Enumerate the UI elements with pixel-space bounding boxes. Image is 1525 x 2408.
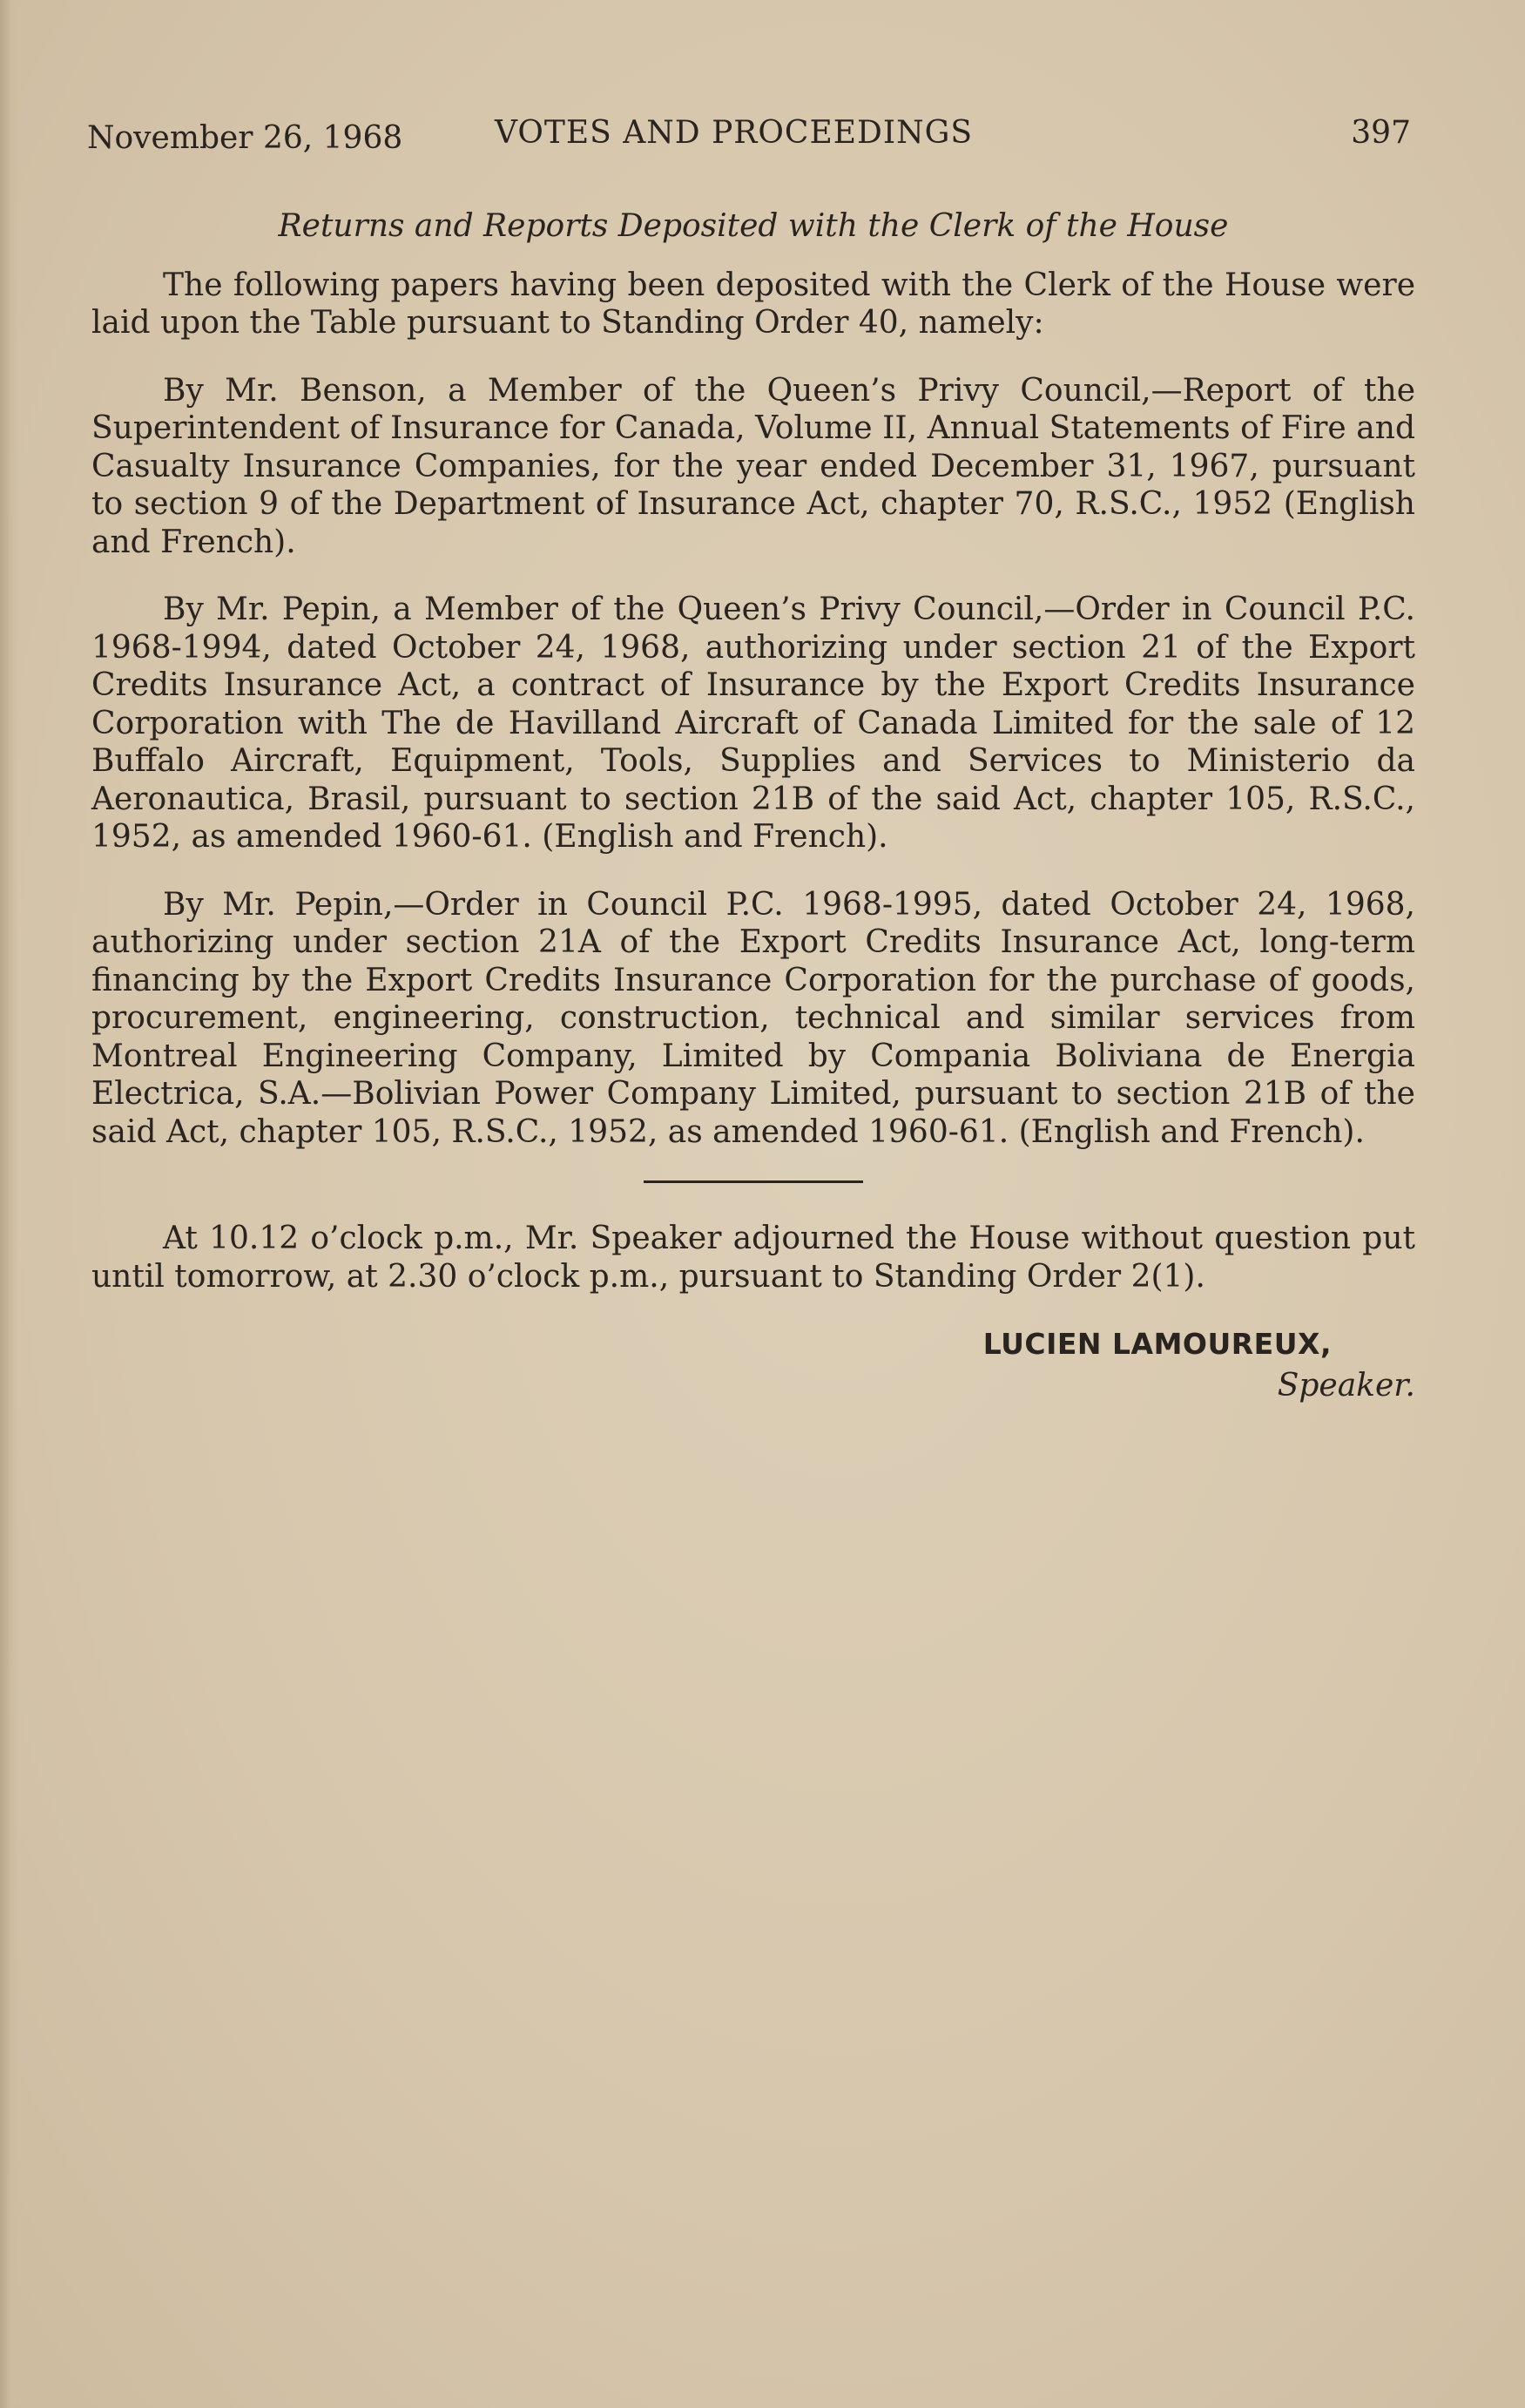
section-title: Returns and Reports Deposited with the Clerk of the House — [278, 208, 1229, 244]
signature-block — [91, 1325, 1415, 1404]
section-divider — [644, 1180, 863, 1183]
pepin-order-1995-paragraph: By Mr. Pepin,—Order in Council P.C. 1968-1995, dated October 24, 1968, authorizing under section 21A of the Export Credits Insurance Act, long-term financing by the Export Credits Insurance Corporation for the purchase of goods, procurement, engineering, construction, technical and similar services from Montreal Engineering Company, Limited by Compania Boliviana de Energia Electrica, S.A.—Bolivian Power Company Limited, pursuant to section 21B of the said Act, chapter 105, R.S.C., 1952, as amended 1960-61. (English and French). — [91, 886, 1415, 1150]
benson-return-paragraph: By Mr. Benson, a Member of the Queen’s Privy Council,—Report of the Superintendent of Insurance for Canada, Volume II, Annual Statements of Fire and Casualty Insurance Companies, for the year ended December 31, 1967, pursuant to section 9 of the Department of Insurance Act, chapter 70, R.S.C., 1952 (English and French). — [91, 372, 1415, 560]
page-number: 397 — [1351, 115, 1411, 151]
page-body — [91, 207, 1415, 1404]
page-header — [87, 115, 1411, 159]
header-title: VOTES AND PROCEEDINGS — [495, 115, 974, 151]
header-date: November 26, 1968 — [87, 120, 403, 156]
adjournment-paragraph: At 10.12 o’clock p.m., Mr. Speaker adjourned the House without question put until tomorrow, at 2.30 o’clock p.m., pursuant to Standing Order 2(1). — [91, 1221, 1415, 1295]
signature-role: Speaker. — [1277, 1367, 1415, 1404]
pepin-order-1994-paragraph: By Mr. Pepin, a Member of the Queen’s Privy Council,—Order in Council P.C. 1968-1994, dated October 24, 1968, authorizing under section 21 of the Export Credits Insurance Act, a contract of Insurance by the Export Credits Insurance Corporation with The de Havilland Aircraft of Canada Limited for the sale of 12 Buffalo Aircraft, Equipment, Tools, Supplies and Services to Ministerio da Aeronautica, Brasil, pursuant to section 21B of the said Act, chapter 105, R.S.C., 1952, as amended 1960-61. (English and French). — [91, 592, 1415, 855]
signature-name: LUCIEN LAMOUREUX, — [982, 1327, 1332, 1361]
intro-paragraph: The following papers having been deposited with the Clerk of the House were laid upon the Table pursuant to Standing Order 40, namely: — [91, 267, 1415, 341]
